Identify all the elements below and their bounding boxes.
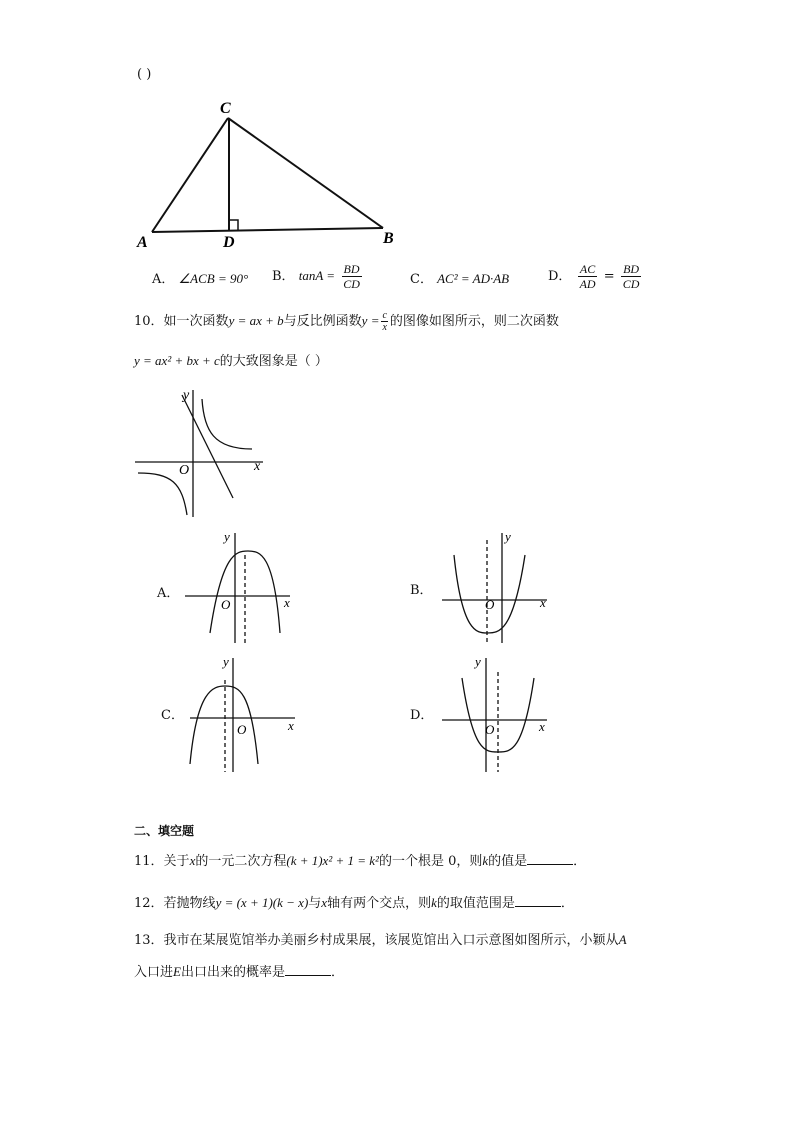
q9-option-d[interactable]: [548, 262, 643, 291]
variable: A: [618, 932, 627, 947]
origin-label: O: [237, 722, 247, 737]
x-axis-label: x: [288, 718, 294, 733]
inverse-function-prefix: y =: [361, 313, 380, 328]
q10-option-d-label[interactable]: D．: [410, 708, 434, 723]
equation-expr: (k + 1)x² + 1 = k²: [286, 853, 379, 868]
q10-option-b-graph[interactable]: [437, 525, 562, 650]
y-axis-label: y: [223, 654, 229, 669]
option-d-fraction-1: [578, 262, 598, 291]
origin-label: O: [221, 597, 231, 612]
question-number: 10．: [134, 314, 164, 329]
stem-text: 若抛物线: [163, 896, 216, 911]
fraction-numerator: c: [382, 310, 387, 321]
fraction-numerator: BD: [623, 262, 640, 276]
q10-stem-line2: [134, 352, 328, 371]
stem-text: 的值是: [488, 854, 528, 869]
question-number: 12．: [134, 896, 164, 911]
vertex-label-a: A: [137, 234, 148, 251]
q13-stem-line2: [134, 963, 344, 982]
q9-option-c[interactable]: [410, 270, 509, 289]
option-b-prefix: tanA =: [298, 268, 336, 283]
stem-text: 入口进: [134, 965, 174, 980]
q9-option-a[interactable]: [152, 270, 248, 289]
option-a-expr: ∠ACB = 90°: [178, 271, 249, 286]
hyperbola-branch-2: [138, 473, 187, 515]
q10-option-d-graph[interactable]: [437, 650, 562, 775]
side-ab: [152, 228, 383, 232]
q9-answer-bracket: ( ): [137, 67, 152, 82]
stem-text: 出口出来的概率是: [180, 965, 285, 980]
variable: k: [482, 853, 489, 868]
origin-label: O: [485, 597, 495, 612]
right-angle-mark: [229, 220, 238, 230]
y-axis-label: y: [224, 529, 230, 544]
stem-end: ．: [560, 896, 574, 911]
option-c-expr: AC² = AD·AB: [437, 271, 510, 286]
fraction-denominator: CD: [343, 277, 360, 291]
y-axis-label: y: [475, 654, 481, 669]
origin-label: O: [485, 722, 495, 737]
q10-option-c-label[interactable]: C．: [161, 708, 184, 723]
q13-stem-line1: [134, 931, 627, 950]
variable: x: [321, 895, 328, 910]
vertex-label-c: C: [220, 100, 231, 117]
stem-end: ．: [573, 854, 587, 869]
equals-sign: =: [603, 269, 615, 284]
option-d-fraction-2: [621, 262, 642, 291]
q9-option-b[interactable]: [272, 262, 364, 291]
stem-text: 与反比例函数: [283, 314, 362, 329]
side-cb: [228, 118, 383, 228]
answer-blank[interactable]: [527, 852, 573, 865]
option-label: A．: [152, 272, 175, 287]
triangle-figure: [130, 95, 410, 255]
option-label: D．: [548, 269, 572, 284]
option-label: C．: [410, 272, 433, 287]
q10-function-graph: [130, 385, 275, 525]
q10-option-c-graph[interactable]: [185, 650, 310, 775]
question-number: 11．: [134, 854, 164, 869]
stem-text: 与: [308, 896, 322, 911]
q10-option-a-graph[interactable]: [180, 525, 305, 650]
linear-function-expr: y = ax + b: [228, 313, 284, 328]
stem-text: 的大致图象是（ ）: [219, 354, 328, 369]
inverse-function-fraction: [381, 310, 387, 333]
stem-text: 轴有两个交点，则: [327, 896, 432, 911]
origin-label: O: [179, 463, 190, 478]
stem-end: ．: [330, 965, 344, 980]
y-axis-label: y: [183, 388, 190, 403]
x-axis-label: x: [254, 459, 261, 474]
parabola: [190, 686, 258, 764]
vertex-label-d: D: [223, 234, 235, 251]
stem-text: 关于: [163, 854, 190, 869]
quadratic-function-expr: y = ax² + bx + c: [134, 353, 220, 368]
x-axis-label: x: [540, 595, 546, 610]
question-number: 13．: [134, 933, 164, 948]
variable: x: [189, 853, 196, 868]
option-label: B．: [272, 269, 295, 284]
stem-text: 的一元二次方程: [195, 854, 287, 869]
section-title: 二、填空题: [134, 824, 195, 838]
fraction-numerator: AC: [579, 262, 596, 276]
q11-stem: [134, 852, 586, 871]
fraction-denominator: CD: [622, 277, 640, 291]
fraction-numerator: BD: [343, 262, 360, 276]
q10-stem-line1: [134, 310, 559, 333]
fraction-denominator: x: [382, 322, 387, 333]
x-axis-label: x: [539, 719, 545, 734]
option-b-fraction: [341, 262, 362, 291]
parabola: [454, 555, 525, 633]
variable: E: [173, 964, 181, 979]
vertex-label-b: B: [383, 230, 394, 247]
stem-text: 的取值范围是: [436, 896, 515, 911]
answer-blank[interactable]: [285, 963, 331, 976]
answer-blank[interactable]: [515, 894, 561, 907]
fraction-denominator: AD: [579, 277, 596, 291]
side-ac: [152, 118, 228, 232]
q10-option-a-label[interactable]: A．: [157, 586, 180, 601]
stem-text: 如一次函数: [163, 314, 229, 329]
x-axis-label: x: [284, 595, 290, 610]
stem-text: 我市在某展览馆举办美丽乡村成果展，该展览馆出入口示意图如图所示，小颖从: [163, 933, 619, 948]
hyperbola-branch-1: [202, 399, 252, 449]
q10-option-b-label[interactable]: B．: [410, 583, 433, 598]
y-axis-label: y: [505, 529, 511, 544]
stem-text: 的图像如图所示，则二次函数: [389, 314, 559, 329]
q12-stem: [134, 894, 574, 913]
linear-function-line: [182, 395, 233, 498]
parabola-expr: y = (x + 1)(k − x): [215, 895, 309, 910]
variable: k: [431, 895, 437, 910]
stem-text: 的一个根是 0，则: [378, 854, 483, 869]
